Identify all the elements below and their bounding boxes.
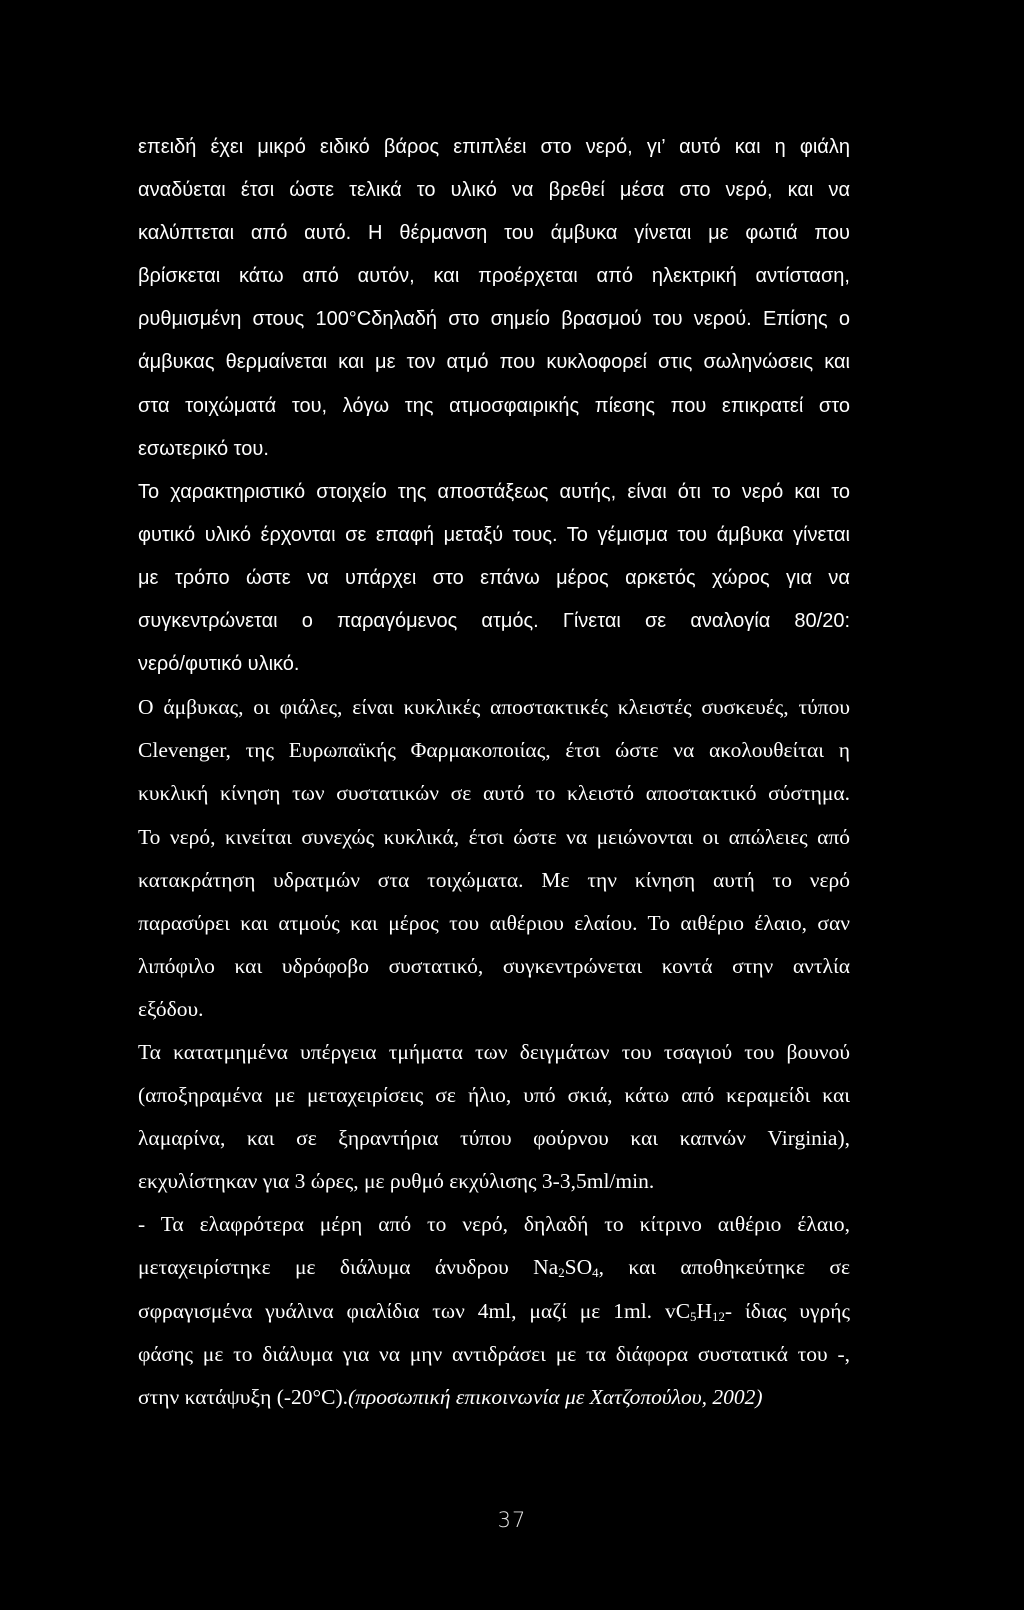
text-line: [138, 1376, 850, 1419]
text-line: εξόδου.: [138, 996, 204, 1021]
paragraph-4: [138, 1031, 850, 1203]
text-fragment: SO: [564, 1255, 593, 1280]
text-line: στα τοιχώματά του, λόγω της ατμοσφαιρικής πίεσης που επικρατεί στο: [138, 394, 850, 417]
text-line: λαμαρίνα, και σε ξηραντήρια τύπου φούρνου και καπνών Virginia),: [138, 1126, 850, 1151]
text-fragment: - ίδιας υγρής: [724, 1298, 850, 1323]
subscript: 5: [690, 1309, 697, 1324]
text-line: Τα κατατμημένα υπέργεια τμήματα των δειγμάτων του τσαγιού του βουνού: [138, 1039, 850, 1064]
text-line: [138, 1290, 850, 1333]
text-line: επειδή έχει μικρό ειδικό βάρος επιπλέει στο νερό, γι’ αυτό και η φιάλη: [138, 136, 850, 158]
paragraph-1: [138, 126, 850, 471]
subscript: 2: [558, 1266, 565, 1281]
text-fragment: σφραγισμένα γυάλινα φιαλίδια των 4ml, μαζί με 1ml. vC: [138, 1298, 691, 1323]
text-fragment: H: [696, 1298, 713, 1323]
paragraph-2: [138, 471, 850, 686]
paragraph-5: [138, 1203, 850, 1418]
text-line: παρασύρει και ατμούς και μέρος του αιθέριου ελαίου. Το αιθέριο έλαιο, σαν: [138, 910, 850, 935]
text-fragment: στην κατάψυξη (-20°C).: [138, 1384, 348, 1409]
text-line: Ο άμβυκας, οι φιάλες, είναι κυκλικές αποστακτικές κλειστές συσκευές, τύπου: [138, 695, 850, 720]
document-body: [138, 126, 850, 1419]
text-line: καλύπτεται από αυτό. Η θέρμανση του άμβυκα γίνεται με φωτιά που: [138, 222, 850, 245]
text-line: - Τα ελαφρότερα μέρη από το νερό, δηλαδή το κίτρινο αιθέριο έλαιο,: [138, 1212, 850, 1237]
text-line: κατακράτηση υδρατμών στα τοιχώματα. Με την κίνηση αυτή το νερό: [138, 867, 850, 892]
text-fragment: , και αποθηκεύτηκε σε: [598, 1255, 850, 1280]
subscript: 12: [712, 1309, 725, 1324]
citation: (προσωπική επικοινωνία με Χατζοπούλου, 2002): [347, 1384, 763, 1409]
text-line: νερό/φυτικό υλικό.: [138, 653, 300, 676]
text-line: εκχυλίστηκαν για 3 ώρες, με ρυθμό εκχύλισης 3-3,5ml/min.: [138, 1169, 655, 1194]
text-line: Clevenger, της Ευρωπαϊκής Φαρμακοποιίας, έτσι ώστε να ακολουθείται η: [138, 738, 850, 763]
text-line: ρυθμισμένη στους 100°Cδηλαδή στο σημείο βρασμού του νερού. Επίσης ο: [138, 308, 850, 331]
text-line: αναδύεται έτσι ώστε τελικά το υλικό να βρεθεί μέσα στο νερό, και να: [138, 179, 850, 202]
text-line: λιπόφιλο και υδρόφοβο συστατικό, συγκεντρώνεται κοντά στην αντλία: [138, 953, 850, 978]
subscript: 4: [592, 1266, 599, 1281]
text-line: συγκεντρώνεται ο παραγόμενος ατμός. Γίνεται σε αναλογία 80/20:: [138, 610, 850, 633]
text-line: Το νερό, κινείται συνεχώς κυκλικά, έτσι ώστε να μειώνονται οι απώλειες από: [138, 824, 850, 849]
text-line: φυτικό υλικό έρχονται σε επαφή μεταξύ τους. Το γέμισμα του άμβυκα γίνεται: [138, 523, 850, 546]
text-line: άμβυκας θερμαίνεται και με τον ατμό που κυκλοφορεί στις σωληνώσεις και: [138, 351, 850, 374]
text-line: Το χαρακτηριστικό στοιχείο της αποστάξεως αυτής, είναι ότι το νερό και το: [138, 480, 850, 503]
text-line: με τρόπο ώστε να υπάρχει στο επάνω μέρος αρκετός χώρος για να: [138, 566, 850, 589]
text-line: φάσης με το διάλυμα για να μην αντιδράσει με τα διάφορα συστατικά του -,: [138, 1341, 850, 1366]
text-fragment: μεταχειρίστηκε με διάλυμα άνυδρου Na: [138, 1255, 559, 1280]
text-line: βρίσκεται κάτω από αυτόν, και προέρχεται από ηλεκτρική αντίσταση,: [138, 265, 850, 288]
text-line: εσωτερικό του.: [138, 437, 269, 460]
text-line: [138, 1246, 850, 1289]
page-number: 37: [497, 1508, 527, 1532]
text-line: (αποξηραμένα με μεταχειρίσεις σε ήλιο, υπό σκιά, κάτω από κεραμείδι και: [138, 1083, 850, 1108]
text-line: κυκλική κίνηση των συστατικών σε αυτό το κλειστό αποστακτικό σύστημα.: [138, 781, 850, 806]
paragraph-3: [138, 686, 850, 1031]
